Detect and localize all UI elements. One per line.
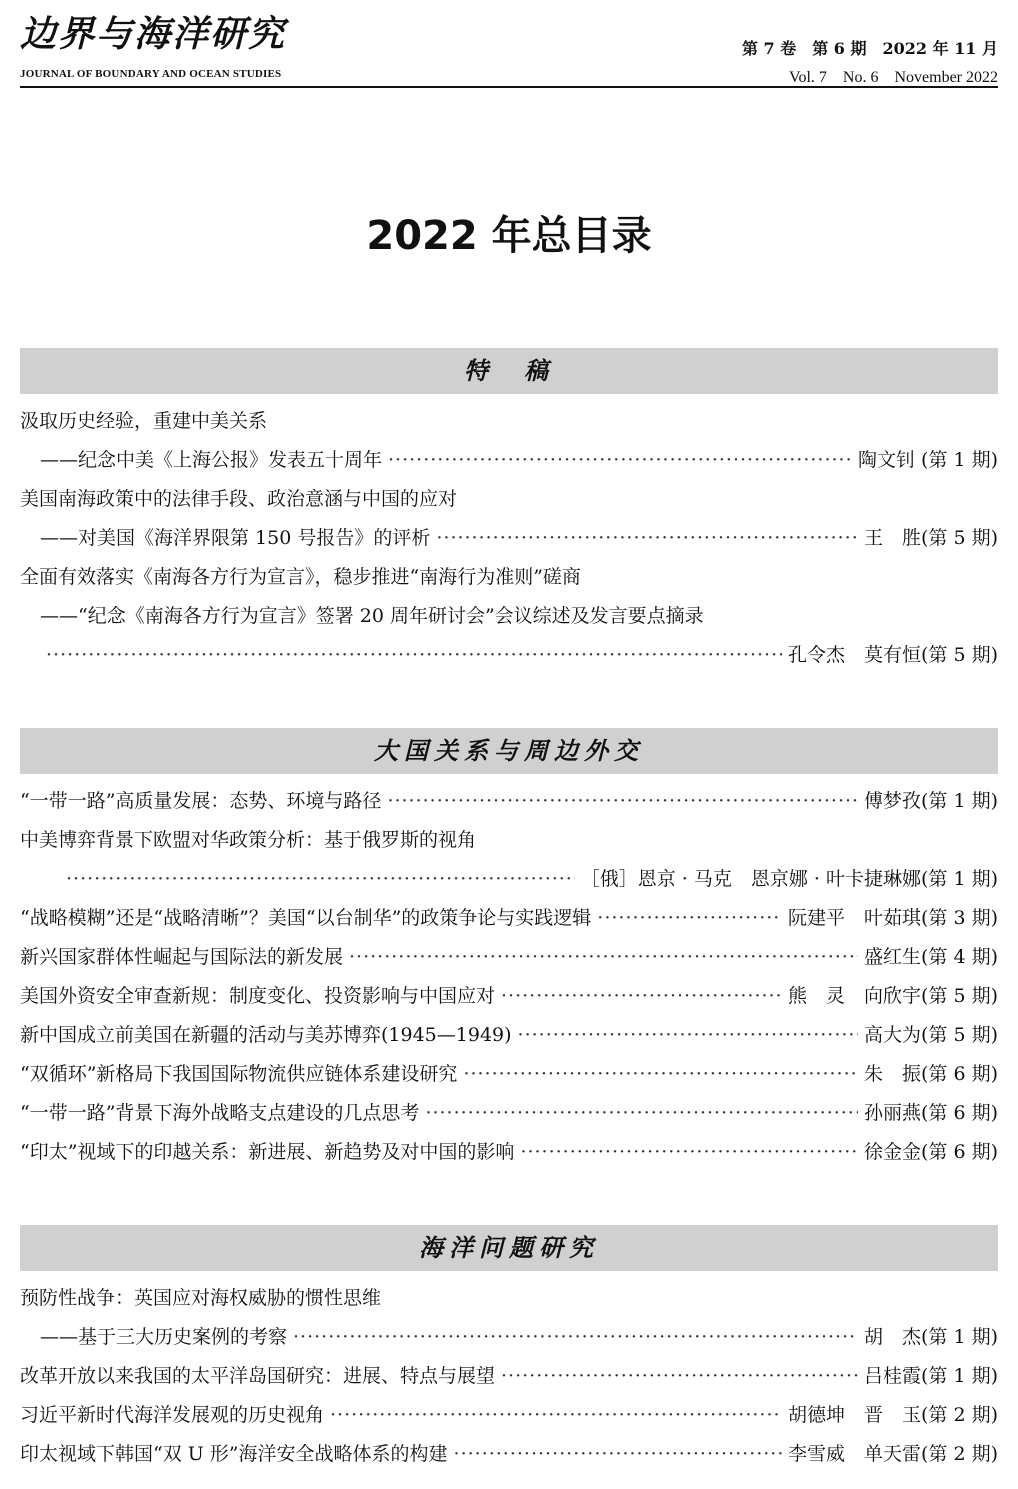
- leader-dots: [387, 782, 858, 821]
- leader-dots: [597, 899, 782, 938]
- toc-entry[interactable]: [20, 636, 998, 675]
- toc-entry[interactable]: [20, 1055, 998, 1094]
- toc-entry[interactable]: [20, 1318, 998, 1357]
- entry-title: 新兴国家群体性崛起与国际法的新发展: [20, 946, 344, 968]
- entry-title: 新中国成立前美国在新疆的活动与美苏博弈(1945—1949): [20, 1024, 512, 1046]
- entry-title: 预防性战争：英国应对海权威胁的惯性思维: [20, 1287, 382, 1309]
- entry-author: 朱 振(第 6 期): [864, 1063, 998, 1085]
- entry-author: 孙丽燕(第 6 期): [864, 1102, 998, 1124]
- section-ocean-studies: [20, 1225, 998, 1474]
- issue-info-chinese: 第 7 卷 第 6 期 2022 年 11 月: [741, 39, 998, 58]
- entry-author: 王 胜(第 5 期): [864, 527, 998, 549]
- toc-entry[interactable]: [20, 519, 998, 558]
- leader-dots: [463, 1055, 858, 1094]
- entry-subtitle: ——基于三大历史案例的考察: [40, 1326, 288, 1348]
- entry-author: 吕桂霞(第 1 期): [864, 1365, 998, 1387]
- entry-title: 美国南海政策中的法律手段、政治意涵与中国的应对: [20, 488, 458, 510]
- section-heading: 特 稿: [20, 348, 998, 394]
- entry-title: “战略模糊”还是“战略清晰”？美国“以台制华”的政策争论与实践逻辑: [20, 907, 592, 929]
- entry-title: 全面有效落实《南海各方行为宣言》，稳步推进“南海行为准则”磋商: [20, 566, 581, 588]
- entry-title: “一带一路”高质量发展：态势、环境与路径: [20, 790, 382, 812]
- toc-entry[interactable]: [20, 821, 998, 860]
- toc-entry[interactable]: [20, 1357, 998, 1396]
- toc-entry[interactable]: [20, 402, 998, 441]
- entry-title: “双循环”新格局下我国国际物流供应链体系建设研究: [20, 1063, 458, 1085]
- toc-entry[interactable]: [20, 1133, 998, 1172]
- entry-author: 李雪威 单天雷(第 2 期): [788, 1443, 998, 1465]
- section-special-articles: [20, 348, 998, 675]
- entry-author: 傅梦孜(第 1 期): [864, 790, 998, 812]
- entry-subtitle: ——对美国《海洋界限第 150 号报告》的评析: [40, 527, 431, 549]
- entry-author: 高大为(第 5 期): [864, 1024, 998, 1046]
- journal-header: [20, 12, 998, 88]
- entry-author: 阮建平 叶茹琪(第 3 期): [788, 907, 998, 929]
- entry-author: 胡 杰(第 1 期): [864, 1326, 998, 1348]
- toc-entry[interactable]: [20, 597, 998, 636]
- journal-english-name: JOURNAL OF BOUNDARY AND OCEAN STUDIES: [20, 68, 282, 80]
- leader-dots: [436, 519, 858, 558]
- toc-entry[interactable]: [20, 558, 998, 597]
- toc-entry[interactable]: [20, 1016, 998, 1055]
- leader-dots: [501, 977, 782, 1016]
- toc-entry[interactable]: [20, 1094, 998, 1133]
- entry-title: 汲取历史经验，重建中美关系: [20, 410, 268, 432]
- leader-dots: [349, 938, 858, 977]
- leader-dots: [454, 1435, 782, 1474]
- toc-entry[interactable]: [20, 1435, 998, 1474]
- section-heading: 海洋问题研究: [20, 1225, 998, 1271]
- toc-entry[interactable]: [20, 860, 998, 899]
- entry-title: 中美博弈背景下欧盟对华政策分析：基于俄罗斯的视角: [20, 829, 477, 851]
- issue-info-english: Vol. 7 No. 6 November 2022: [788, 69, 998, 86]
- toc-entry[interactable]: [20, 480, 998, 519]
- entry-author: 陶文钊 (第 1 期): [857, 449, 998, 471]
- entry-author: 徐金金(第 6 期): [864, 1141, 998, 1163]
- toc-entry[interactable]: [20, 1279, 998, 1318]
- entry-author: 盛红生(第 4 期): [864, 946, 998, 968]
- entry-title: “印太”视域下的印越关系：新进展、新趋势及对中国的影响: [20, 1141, 515, 1163]
- entry-title: 习近平新时代海洋发展观的历史视角: [20, 1404, 325, 1426]
- journal-logo: 边界与海洋研究: [20, 13, 287, 55]
- entry-author: 孔令杰 莫有恒(第 5 期): [788, 644, 998, 666]
- leader-dots: [66, 860, 575, 899]
- entry-author: 熊 灵 向欣宇(第 5 期): [788, 985, 998, 1007]
- toc-entry[interactable]: [20, 938, 998, 977]
- toc-entry[interactable]: [20, 441, 998, 480]
- toc-entry[interactable]: [20, 1396, 998, 1435]
- leader-dots: [330, 1396, 782, 1435]
- toc-entry[interactable]: [20, 977, 998, 1016]
- entry-title: “一带一路”背景下海外战略支点建设的几点思考: [20, 1102, 420, 1124]
- entry-title: 美国外资安全审查新规：制度变化、投资影响与中国应对: [20, 985, 496, 1007]
- leader-dots: [425, 1094, 858, 1133]
- leader-dots: [388, 441, 852, 480]
- leader-dots: [520, 1133, 858, 1172]
- entry-author: ［俄］恩京 · 马克 恩京娜 · 叶卡捷琳娜(第 1 期): [580, 868, 998, 890]
- section-heading: 大国关系与周边外交: [20, 728, 998, 774]
- entry-subtitle: ——“纪念《南海各方行为宣言》签署 20 周年研讨会”会议综述及发言要点摘录: [40, 605, 704, 627]
- leader-dots: [293, 1318, 858, 1357]
- entry-author: 胡德坤 晋 玉(第 2 期): [788, 1404, 998, 1426]
- toc-entry[interactable]: [20, 782, 998, 821]
- page-title: 2022 年总目录: [366, 213, 652, 259]
- toc-entry[interactable]: [20, 899, 998, 938]
- entry-title: 印太视域下韩国“双 U 形”海洋安全战略体系的构建: [20, 1443, 448, 1465]
- leader-dots: [518, 1016, 858, 1055]
- section-major-power-relations: [20, 728, 998, 1172]
- leader-dots: [501, 1357, 858, 1396]
- entry-title: 改革开放以来我国的太平洋岛国研究：进展、特点与展望: [20, 1365, 496, 1387]
- leader-dots: [46, 636, 782, 675]
- entry-subtitle: ——纪念中美《上海公报》发表五十周年: [40, 449, 383, 471]
